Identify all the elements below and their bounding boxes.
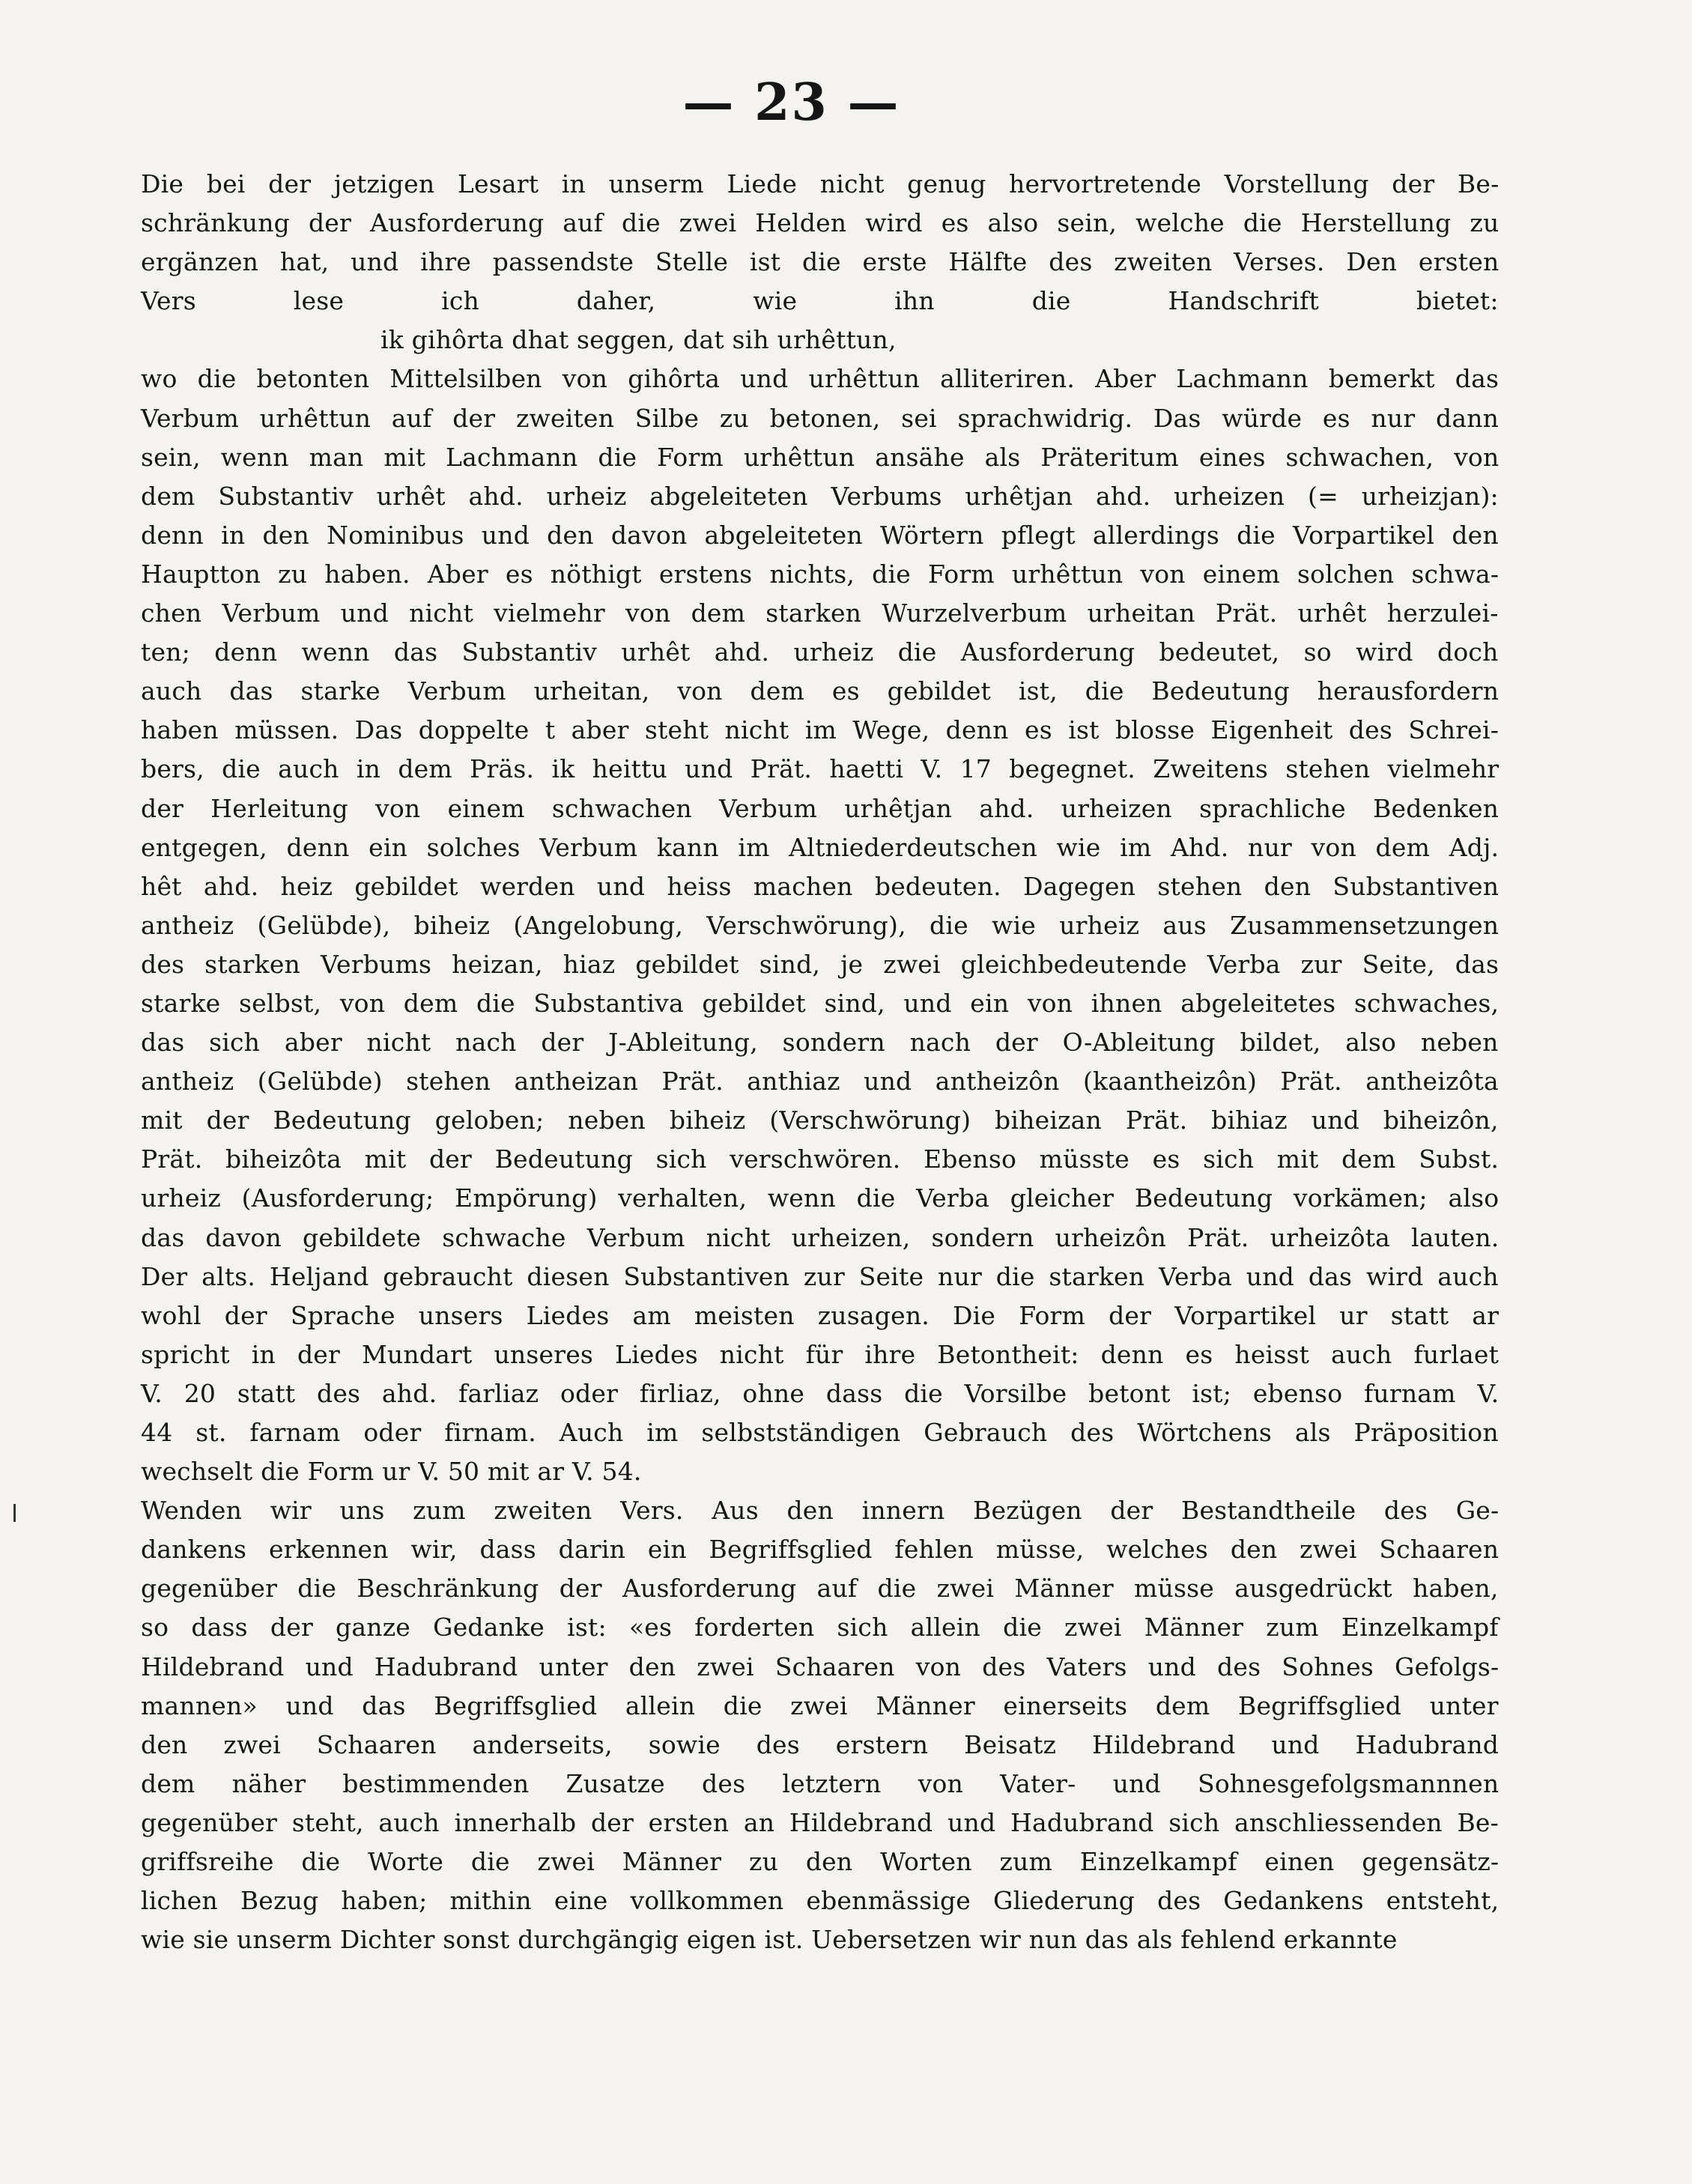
text-line: Vers lese ich daher, wie ihn die Handschrift bietet: [141, 286, 1499, 316]
text-line: V. 20 statt des ahd. farliaz oder firliaz, ohne dass die Vorsilbe betont ist; ebenso furnam V. [141, 1378, 1500, 1408]
text-line: dankens erkennen wir, dass darin ein Begriffsglied fehlen müsse, welches den zwei Schaaren [141, 1535, 1500, 1565]
text-line: wohl der Sprache unsers Liedes am meisten zusagen. Die Form der Vorpartikel ur statt ar [141, 1300, 1500, 1330]
body-text [84, 165, 1499, 1959]
text-line: das sich aber nicht nach der J-Ableitung, sondern nach der O-Ableitung bildet, also neben [141, 1028, 1499, 1058]
text-line: dem Substantiv urhêt ahd. urheiz abgeleiteten Verbums urhêtjan ahd. urheizen (= urheizjan): [141, 481, 1499, 511]
page-number: — 23 — [682, 73, 900, 133]
text-line: schränkung der Ausforderung auf die zwei Helden wird es also sein, welche die Herstellung zu [141, 208, 1500, 238]
text-line: den zwei Schaaren anderseits, sowie des erstern Beisatz Hildebrand und Hadubrand [141, 1729, 1500, 1759]
text-line: lichen Bezug haben; mithin eine vollkommen ebenmässige Gliederung des Gedankens entsteht, [141, 1886, 1500, 1916]
text-line: wechselt die Form ur V. 50 mit ar V. 54. [141, 1457, 642, 1487]
text-line: sein, wenn man mit Lachmann die Form urhêttun ansähe als Präteritum eines schwachen, von [141, 442, 1500, 472]
text-line: antheiz (Gelübde), biheiz (Angelobung, Verschwörung), die wie urheiz aus Zusammensetzungen [141, 910, 1500, 940]
text-line: mit der Bedeutung geloben; neben biheiz (Verschwörung) biheizan Prät. bihiaz und biheizôn, [141, 1105, 1499, 1135]
margin-mark [13, 1504, 16, 1522]
text-line: gegenüber die Beschränkung der Ausforderung auf die zwei Männer müsse ausgedrückt haben, [141, 1574, 1499, 1604]
text-line: des starken Verbums heizan, hiaz gebildet sind, je zwei gleichbedeutende Verba zur Seite, das [141, 949, 1500, 979]
text-line: mannen» und das Begriffsglied allein die zwei Männer einerseits dem Begriffsglied unter [141, 1690, 1499, 1720]
text-line: ergänzen hat, und ihre passendste Stelle ist die erste Hälfte des zweiten Verses. Den ersten [141, 247, 1500, 277]
text-line: Hauptton zu haben. Aber es nöthigt erstens nichts, die Form urhêttun von einem solchen schwa- [141, 559, 1500, 589]
text-line: denn in den Nominibus und den davon abgeleiteten Wörtern pflegt allerdings die Vorpartikel den [141, 520, 1499, 550]
text-line: starke selbst, von dem die Substantiva gebildet sind, und ein von ihnen abgeleitetes schwaches, [141, 988, 1500, 1018]
text-line: so dass der ganze Gedanke ist: «es forderten sich allein die zwei Männer zum Einzelkampf [141, 1613, 1499, 1642]
text-line: das davon gebildete schwache Verbum nicht urheizen, sondern urheizôn Prät. urheizôta lauten. [141, 1222, 1500, 1252]
text-line: ten; denn wenn das Substantiv urhêt ahd. urheiz die Ausforderung bedeutet, so wird doch [141, 637, 1499, 667]
text-line: griffsreihe die Worte die zwei Männer zu den Worten zum Einzelkampf einen gegensätz- [141, 1847, 1500, 1877]
text-line: haben müssen. Das doppelte t aber steht nicht im Wege, denn es ist blosse Eigenheit des Schrei- [141, 715, 1500, 745]
text-line: Der alts. Heljand gebraucht diesen Substantiven zur Seite nur die starken Verba und das wird auch [141, 1261, 1499, 1291]
text-line: auch das starke Verbum urheitan, von dem es gebildet ist, die Bedeutung herausfordern [141, 676, 1500, 706]
text-line: hêt ahd. heiz gebildet werden und heiss machen bedeuten. Dagegen stehen den Substantiven [141, 871, 1500, 901]
text-line: Hildebrand und Hadubrand unter den zwei Schaaren von des Vaters und des Sohnes Gefolgs- [141, 1651, 1500, 1681]
text-line: urheiz (Ausforderung; Empörung) verhalten, wenn die Verba gleicher Bedeutung vorkämen; also [141, 1183, 1500, 1213]
text-line: gegenüber steht, auch innerhalb der ersten an Hildebrand und Hadubrand sich anschliessenden Be- [141, 1807, 1499, 1837]
text-line: 44 st. farnam oder firnam. Auch im selbstständigen Gebrauch des Wörtchens als Präposition [141, 1418, 1499, 1447]
text-line: chen Verbum und nicht vielmehr von dem starken Wurzelverbum urheitan Prät. urhêt herzulei- [141, 598, 1499, 628]
text-line: Prät. biheizôta mit der Bedeutung sich verschwören. Ebenso müsste es sich mit dem Subst. [141, 1144, 1500, 1174]
text-line: spricht in der Mundart unseres Liedes nicht für ihre Betontheit: denn es heisst auch furlaet [141, 1339, 1500, 1369]
text-line: der Herleitung von einem schwachen Verbum urhêtjan ahd. urheizen sprachliche Bedenken [141, 793, 1500, 823]
text-line: Wenden wir uns zum zweiten Vers. Aus den innern Bezügen der Bestandtheile des Ge- [141, 1496, 1500, 1526]
text-line: wie sie unserm Dichter sonst durchgängig eigen ist. Uebersetzen wir nun das als fehlend erkannte [141, 1925, 1398, 1955]
verse-quotation: ik gihôrta dhat seggen, dat sih urhêttun, [380, 325, 897, 355]
text-line: entgegen, denn ein solches Verbum kann im Altniederdeutschen wie im Ahd. nur von dem Adj. [141, 832, 1500, 862]
paragraph [84, 1491, 1499, 1959]
text-line: antheiz (Gelübde) stehen antheizan Prät. anthiaz und antheizôn (kaantheizôn) Prät. antheizôta [141, 1067, 1499, 1096]
text-line: Die bei der jetzigen Lesart in unserm Liede nicht genug hervortretende Vorstellung der Be- [141, 169, 1500, 198]
text-line: wo die betonten Mittelsilben von gihôrta und urhêttun alliteriren. Aber Lachmann bemerkt das [141, 364, 1500, 394]
text-line: dem näher bestimmenden Zusatze des letztern von Vater- und Sohnesgefolgsmannnen [141, 1768, 1500, 1798]
text-line: Verbum urhêttun auf der zweiten Silbe zu betonen, sei sprachwidrig. Das würde es nur dann [141, 403, 1500, 433]
text-line: bers, die auch in dem Präs. ik heittu und Prät. haetti V. 17 begegnet. Zweitens stehen vielmehr [141, 754, 1500, 784]
paragraph [84, 165, 1499, 1491]
